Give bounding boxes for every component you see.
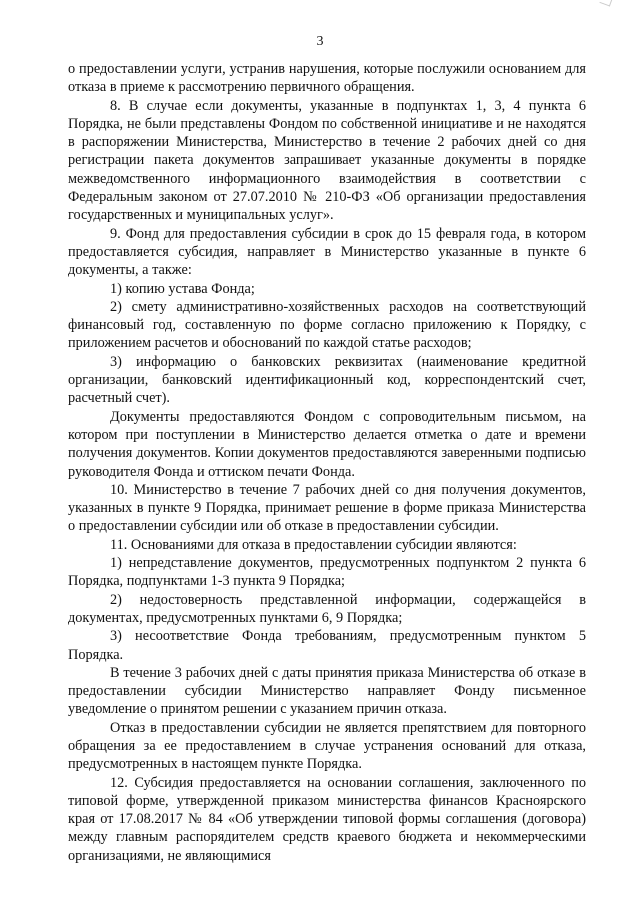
paragraph-item-11: 11. Основаниями для отказа в предоставлении субсидии являются: bbox=[110, 536, 517, 553]
page-number: 3 bbox=[316, 34, 324, 49]
paragraph-continuation: о предоставлении услуги, устранив нарушения, которые послужили основанием для отказа в приеме к рассмотрению первичного обращения. bbox=[68, 61, 586, 96]
scan-artifact-mark bbox=[599, 0, 613, 7]
paragraph-item-10: 10. Министерство в течение 7 рабочих дней со дня получения документов, указанных в пункте 9 Порядка, принимает решение в форме приказа Министерства о предоставлении субсидии или об отказе в предоставлении субсидии. bbox=[68, 481, 586, 535]
paragraph-item-11-sub-1: 1) непредставление документов, предусмотренных подпунктом 2 пункта 6 Порядка, подпунктами 1-3 пункта 9 Порядка; bbox=[68, 555, 586, 590]
paragraph-item-9-sub-1: 1) копию устава Фонда; bbox=[110, 280, 255, 297]
paragraph-item-9-sub-2: 2) смету административно-хозяйственных расходов на соответствующий финансовый год, составленную по форме согласно приложению к Порядку, с приложением расчетов и обоснований по каждой статье расходов; bbox=[68, 298, 586, 352]
paragraph-refusal-notice: В течение 3 рабочих дней с даты принятия приказа Министерства об отказе в предоставлении субсидии Министерство направляет Фонду письменное уведомление о принятом решении с указанием причин отказа. bbox=[68, 664, 586, 718]
paragraph-item-8: 8. В случае если документы, указанные в подпунктах 1, 3, 4 пункта 6 Порядка, не были представлены Фондом по собственной инициативе и не находятся в распоряжении Министерства, Министерство в течение 2 рабочих дней со дня регистрации пакета документов запрашивает указанные документы в порядке межведомственного информационного взаимодействия в соответствии с Федеральным законом от 27.07.2010 № 210-ФЗ «Об организации предоставления государственных и муниципальных услуг». bbox=[68, 97, 586, 224]
paragraph-item-9-sub-3: 3) информацию о банковских реквизитах (наименование кредитной организации, банковский идентификационный код, корреспондентский счет, расчетный счет). bbox=[68, 353, 586, 407]
paragraph-item-9: 9. Фонд для предоставления субсидии в срок до 15 февраля года, в котором предоставляется субсидия, направляет в Министерство указанные в пункте 6 документы, а также: bbox=[68, 225, 586, 279]
paragraph-item-11-sub-3: 3) несоответствие Фонда требованиям, предусмотренным пунктом 5 Порядка. bbox=[68, 628, 586, 663]
paragraph-refusal-not-obstacle: Отказ в предоставлении субсидии не является препятствием для повторного обращения за ее предоставлением в случае устранения оснований для отказа, предусмотренных в настоящем пункте Порядка. bbox=[68, 719, 586, 773]
paragraph-documents-submission: Документы предоставляются Фондом с сопроводительным письмом, на котором при поступлении в Министерство делается отметка о дате и времени получения документов. Копии документов предоставляются заверенными подписью руководителя Фонда и оттиском печати Фонда. bbox=[68, 408, 586, 480]
paragraph-item-12: 12. Субсидия предоставляется на основании соглашения, заключенного по типовой форме, утвержденной приказом министерства финансов Красноярского края от 17.08.2017 № 84 «Об утверждении типовой формы соглашения (договора) между главным распорядителем средств краевого бюджета и некоммерческими организациями, не являющимися bbox=[68, 774, 586, 864]
document-body bbox=[68, 60, 586, 865]
paragraph-item-11-sub-2: 2) недостоверность представленной информации, содержащейся в документах, предусмотренных пунктами 6, 9 Порядка; bbox=[68, 591, 586, 626]
